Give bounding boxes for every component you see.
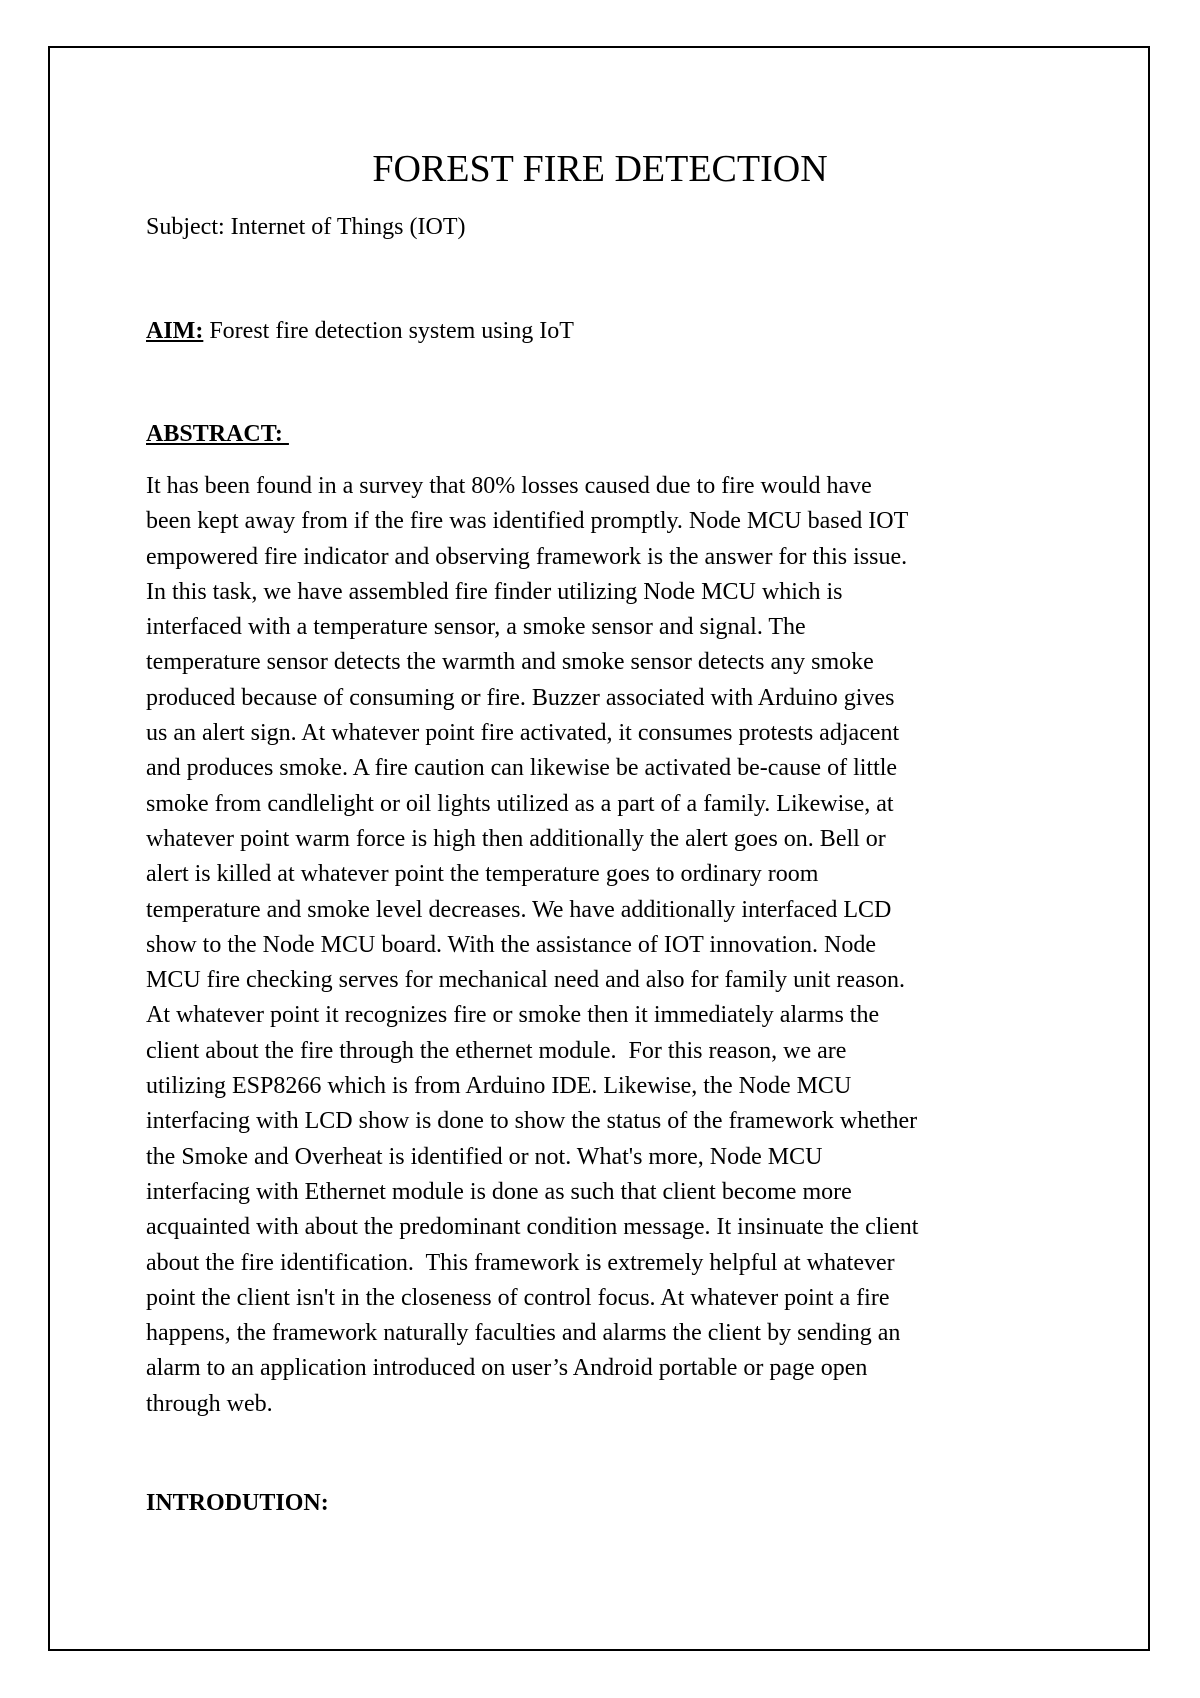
abstract-heading: ABSTRACT:: [146, 421, 289, 447]
abstract-line: client about the fire through the ethernet module. For this reason, we are: [146, 1037, 847, 1064]
abstract-line: acquainted with about the predominant condition message. It insinuate the client: [146, 1214, 919, 1241]
abstract-line: produced because of consuming or fire. Buzzer associated with Arduino gives: [146, 684, 895, 711]
aim-line: [146, 315, 574, 347]
abstract-line: show to the Node MCU board. With the assistance of IOT innovation. Node: [146, 931, 877, 958]
abstract-line: interfaced with a temperature sensor, a smoke sensor and signal. The: [146, 614, 806, 641]
aim-label: AIM:: [146, 318, 204, 344]
abstract-line: been kept away from if the fire was identified promptly. Node MCU based IOT: [146, 508, 909, 535]
subject-line: Subject: Internet of Things (IOT): [146, 214, 466, 240]
document-title: FOREST FIRE DETECTION: [372, 148, 828, 190]
abstract-line: MCU fire checking serves for mechanical need and also for family unit reason.: [146, 967, 906, 994]
abstract-line: point the client isn't in the closeness of control focus. At whatever point a fire: [146, 1284, 890, 1311]
abstract-line: interfacing with LCD show is done to show the status of the framework whether: [146, 1108, 918, 1135]
abstract-line: interfacing with Ethernet module is done as such that client become more: [146, 1178, 852, 1205]
abstract-line: empowered fire indicator and observing framework is the answer for this issue.: [146, 543, 908, 570]
abstract-line: about the fire identification. This framework is extremely helpful at whatever: [146, 1249, 895, 1276]
abstract-line: happens, the framework naturally faculties and alarms the client by sending an: [146, 1320, 901, 1347]
abstract-line: through web.: [146, 1390, 273, 1417]
abstract-line: us an alert sign. At whatever point fire activated, it consumes protests adjacent: [146, 720, 900, 747]
abstract-line: alarm to an application introduced on user’s Android portable or page open: [146, 1355, 868, 1382]
abstract-line: utilizing ESP8266 which is from Arduino IDE. Likewise, the Node MCU: [146, 1073, 852, 1100]
abstract-line: temperature and smoke level decreases. We have additionally interfaced LCD: [146, 896, 892, 923]
abstract-line: and produces smoke. A fire caution can likewise be activated be-cause of little: [146, 755, 898, 782]
introduction-heading: INTRODUTION:: [146, 1490, 329, 1516]
abstract-line: the Smoke and Overheat is identified or not. What's more, Node MCU: [146, 1143, 823, 1170]
abstract-body: [146, 469, 1066, 1422]
abstract-line: alert is killed at whatever point the temperature goes to ordinary room: [146, 861, 819, 888]
abstract-line: whatever point warm force is high then additionally the alert goes on. Bell or: [146, 825, 886, 852]
abstract-line: temperature sensor detects the warmth and smoke sensor detects any smoke: [146, 649, 874, 676]
aim-text: Forest fire detection system using IoT: [203, 318, 574, 344]
abstract-line: It has been found in a survey that 80% losses caused due to fire would have: [146, 473, 872, 499]
abstract-line: smoke from candlelight or oil lights utilized as a part of a family. Likewise, at: [146, 790, 894, 817]
abstract-line: In this task, we have assembled fire finder utilizing Node MCU which is: [146, 578, 843, 605]
abstract-line: At whatever point it recognizes fire or smoke then it immediately alarms the: [146, 1002, 880, 1029]
